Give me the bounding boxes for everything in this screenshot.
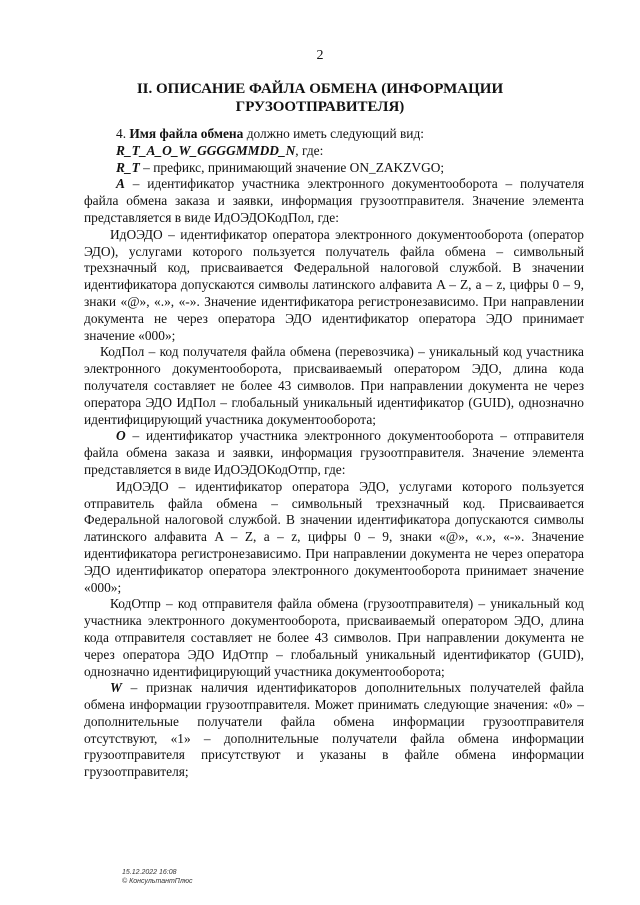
page-number: 2 <box>316 48 324 63</box>
w-text: – признак наличия идентификаторов дополнительных получателей файла обмена информации грузоотправителя. Может принимать следующие значения: «0» – дополнительные получатели файла обмена информации грузоотправителя отсутствуют, «1» – дополнительные получатели файла обмена информации грузоотправителя присутствуют и указаны в файле обмена информации грузоотправителя; <box>84 680 584 780</box>
item-4-term: Имя файла обмена <box>129 126 244 141</box>
paragraph-pattern <box>84 143 584 160</box>
paragraph-item-4 <box>84 126 584 143</box>
a-term: A <box>116 176 125 192</box>
paragraph-a <box>84 176 584 226</box>
w-term: W <box>110 680 122 696</box>
footer <box>122 868 193 886</box>
paragraph-a-idoedo: ИдОЭДО – идентификатор оператора электронного документооборота (оператор ЭДО), услугами которого пользуется получатель файла обмена – символьный трехзначный код, присваивается Федеральной налоговой службой. В значении идентификатора допускаются символы латинского алфавита A – Z, a – z, цифры 0 – 9, знаки «@», «.», «-». Значение идентификатора регистронезависимо. При направлении документа не через оператора ЭДО идентификатор оператора ЭДО принимает значение «000»; <box>84 226 584 343</box>
footer-date: 15.12.2022 16:08 <box>122 869 177 876</box>
a-text: – идентификатор участника электронного документооборота – получателя файла обмена заказа и заявки, информация грузоотправителя. Значение элемента представляется в виде ИдОЭДОКодПол, где: <box>84 176 584 225</box>
pattern-suffix: , где: <box>295 142 324 158</box>
o-term: O <box>116 428 126 444</box>
item-number: 4. <box>116 126 130 141</box>
item-4-text: должно иметь следующий вид: <box>243 126 424 141</box>
paragraph-w <box>84 680 584 781</box>
section-title: II. ОПИСАНИЕ ФАЙЛА ОБМЕНА (ИНФОРМАЦИИ ГРУЗООТПРАВИТЕЛЯ) <box>136 81 504 115</box>
paragraph-o <box>84 428 584 478</box>
document-body <box>84 126 584 781</box>
rt-term: R_T <box>116 159 140 175</box>
rt-text: – префикс, принимающий значение ON_ZAKZVGO; <box>139 159 445 175</box>
o-text: – идентификатор участника электронного документооборота – отправителя файла обмена заказа и заявки, информация грузоотправителя. Значение элемента представляется в виде ИдОЭДОКодОтпр, где: <box>84 428 584 477</box>
paragraph-o-idoedo: ИдОЭДО – идентификатор оператора ЭДО, услугами которого пользуется отправитель файла обмена – символьный трехзначный код. Присваивается Федеральной налоговой службой. В значении идентификатора допускаются символы латинского алфавита A – Z, a – z, цифры 0 – 9, знаки «@», «.», «-». Значение идентификатора регистронезависимо. При направлении документа не через оператора ЭДО идентификатор оператора электронного документооборота принимает значение «000»; <box>84 478 584 595</box>
paragraph-o-kodotpr: КодОтпр – код отправителя файла обмена (грузоотправителя) – уникальный код участника электронного документооборота, присваиваемый оператором ЭДО, длина кода отправителя составляет не более 43 символов. При направлении документа не через оператора ЭДО ИдОтпр – глобальный уникальный идентификатор (GUID), однозначно идентифицирующий участника документооборота; <box>84 596 584 679</box>
paragraph-a-kodpol: КодПол – код получателя файла обмена (перевозчика) – уникальный код участника электронного документооборота, присваиваемый оператором ЭДО, длина кода получателя составляет не более 43 символов. При направлении документа не через оператора ЭДО ИдПол – глобальный уникальный идентификатор (GUID), однозначно идентифицирующий участника документооборота; <box>84 344 584 427</box>
filename-pattern: R_T_A_O_W_GGGGMMDD_N <box>116 142 296 158</box>
paragraph-rt <box>84 160 584 177</box>
footer-source: © КонсультантПлюс <box>122 878 193 885</box>
